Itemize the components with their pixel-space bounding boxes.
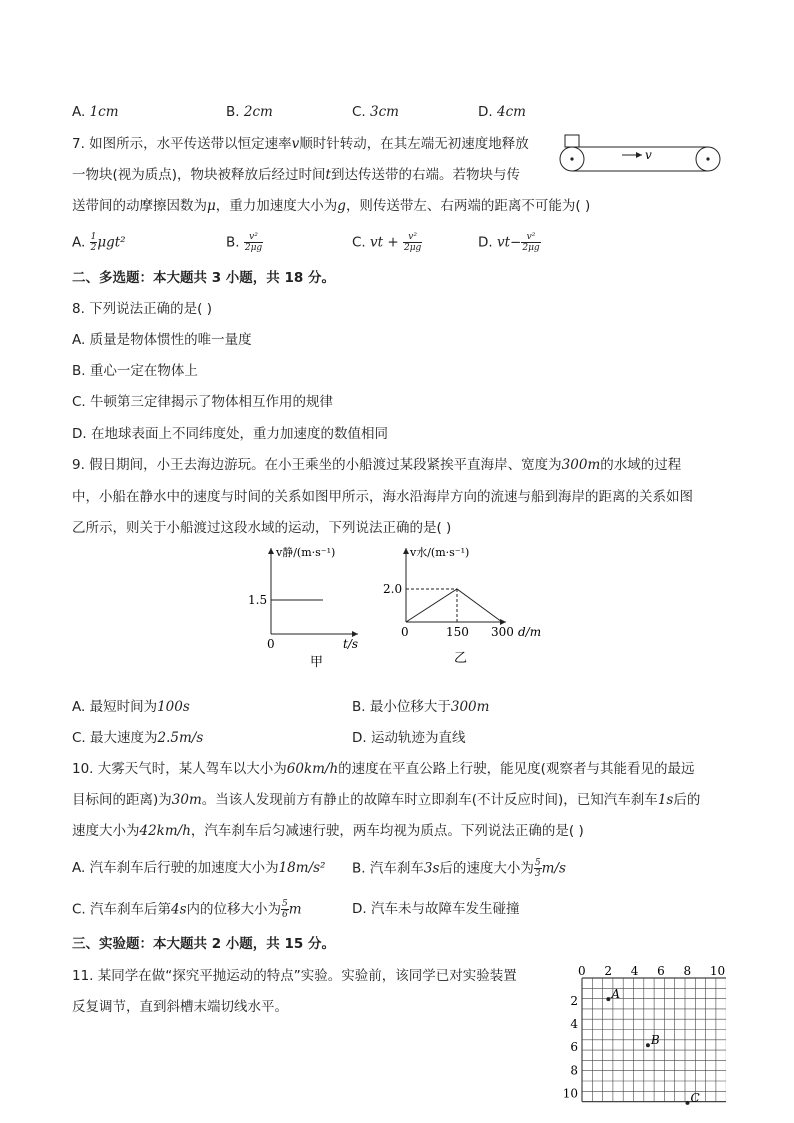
graph-jia-ylabel: v静/(m·s⁻¹): [276, 546, 336, 559]
point-a: [606, 997, 610, 1001]
q9-option-a: A. 最短时间为100s: [72, 699, 190, 715]
q7-option-a: A. $\frac{1}{2}$ μgt²: [72, 232, 126, 253]
q6-option-b: B. 2cm: [226, 104, 273, 120]
x-tick-label: 2: [604, 964, 613, 978]
graph-yi-speed-line: [406, 589, 502, 622]
q10-stem-line1: 10. 大雾天气时，某人驾车以大小为60km/h的速度在平直公路上行驶，能见度(观察者与其能看见的最远: [72, 761, 695, 777]
y-tick-label: 6: [570, 1040, 578, 1055]
graph-jia-value-label: 1.5: [248, 593, 268, 607]
q7-stem-line2: 一物块(视为质点)，物块被释放后经过时间t到达传送带的右端。若物块与传: [72, 167, 520, 183]
graph-yi-caption: 乙: [454, 651, 468, 666]
q9-stem-line2: 中，小船在静水中的速度与时间的关系如图甲所示，海水沿海岸方向的流速与船到海岸的距离的关系如图: [72, 489, 693, 505]
q7-option-b: B. $\frac{\text{v²}}{2\mu g}$: [226, 232, 263, 253]
graph-yi-xlabel: d/m: [518, 625, 542, 639]
x-tick-label: 0: [578, 964, 586, 978]
graph-jia-caption: 甲: [310, 655, 324, 670]
conveyor-belt-figure: [556, 132, 726, 174]
x-tick-label: 10: [709, 964, 726, 978]
graph-yi-value-label: 2.0: [383, 582, 403, 596]
q10-stem-line2: 目标间的距离)为30m。当该人发现前方有静止的故障车时立即刹车(不计反应时间)，已知汽车刹车1s后的: [72, 792, 701, 808]
y-tick-label: 2: [570, 994, 578, 1009]
x-tick-label: 6: [657, 964, 665, 978]
q8-stem: 8. 下列说法正确的是( ): [72, 301, 212, 317]
graph-jia: [240, 542, 370, 672]
graph-jia-origin: 0: [267, 637, 275, 651]
point-b: [646, 1043, 650, 1047]
q9-stem-line3: 乙所示，则关于小船渡过这段水域的运动，下列说法正确的是( ): [72, 520, 452, 536]
q10-option-a: A. 汽车刹车后行驶的加速度大小为18m/s²: [72, 860, 326, 876]
graph-jia-xlabel: t/s: [343, 637, 359, 651]
q10-stem-line3: 速度大小为42km/h，汽车刹车后匀减速行驶，两车均视为质点。下列说法正确的是( ): [72, 823, 584, 839]
trajectory-grid: [556, 964, 726, 1110]
graph-yi-tick-150: 150: [446, 625, 469, 639]
q11-stem-line1: 11. 某同学在做“探究平抛运动的特点”实验。实验前，该同学已对实验装置: [72, 968, 517, 984]
q8-option-c: C. 牛顿第三定律揭示了物体相互作用的规律: [72, 394, 334, 410]
q7-stem-line1: 7. 如图所示，水平传送带以恒定速率v顺时针转动，在其左端无初速度地释放: [72, 136, 529, 152]
y-tick-label: 10: [562, 1086, 578, 1101]
q9-stem-line1: 9. 假日期间，小王去海边游玩。在小王乘坐的小船渡过某段紧挨平直海岸、宽度为300m的水域的过程: [72, 457, 682, 473]
q8-option-d: D. 在地球表面上不同纬度处，重力加速度的数值相同: [72, 426, 388, 442]
y-tick-label: 4: [570, 1017, 578, 1032]
q9-option-d: D. 运动轨迹为直线: [352, 730, 466, 746]
q9-option-c: C. 最大速度为2.5m/s: [72, 730, 204, 746]
q6-option-d: D. 4cm: [478, 104, 526, 120]
section-3-heading: 三、实验题：本大题共 2 小题，共 15 分。: [72, 936, 335, 952]
graph-yi-origin: 0: [401, 625, 409, 639]
q7-option-c: C. vt + $\frac{\text{v²}}{2\mu g}$: [352, 232, 422, 253]
point-label-b: B: [650, 1033, 660, 1048]
q9-option-b: B. 最小位移大于300m: [352, 699, 490, 715]
point-c: [685, 1101, 689, 1105]
y-tick-label: 8: [570, 1063, 578, 1078]
section-2-heading: 二、多选题：本大题共 3 小题，共 18 分。: [72, 270, 335, 286]
q6-option-a: A. 1cm: [72, 104, 119, 120]
q8-option-a: A. 质量是物体惯性的唯一量度: [72, 332, 252, 348]
q10-option-d: D. 汽车未与故障车发生碰撞: [352, 901, 520, 917]
q7-stem-line3: 送带间的动摩擦因数为μ，重力加速度大小为g，则传送带左、右两端的距离不可能为( ): [72, 198, 591, 214]
q11-stem-line2: 反复调节，直到斜槽末端切线水平。: [72, 999, 288, 1015]
q7-option-d: D. vt− $\frac{\text{v²}}{2\mu g}$: [478, 232, 540, 253]
q8-option-b: B. 重心一定在物体上: [72, 363, 198, 379]
block-shape: [565, 135, 579, 147]
x-tick-label: 4: [630, 964, 639, 978]
point-label-c: C: [690, 1090, 700, 1105]
graph-yi-ylabel: v水/(m·s⁻¹): [410, 546, 470, 559]
q10-option-c: C. 汽车刹车后第4s内的位移大小为 $\frac{5}{6}$ m: [72, 899, 302, 920]
graph-yi-tick-300: 300: [491, 625, 514, 639]
belt-velocity-label: v: [645, 148, 652, 162]
q6-option-c: C. 3cm: [352, 104, 399, 120]
point-label-a: A: [611, 987, 621, 1002]
q10-option-b: B. 汽车刹车3s后的速度大小为 $\frac{5}{3}$ m/s: [352, 858, 566, 879]
graph-yi: [380, 542, 550, 672]
x-tick-label: 8: [683, 964, 692, 978]
